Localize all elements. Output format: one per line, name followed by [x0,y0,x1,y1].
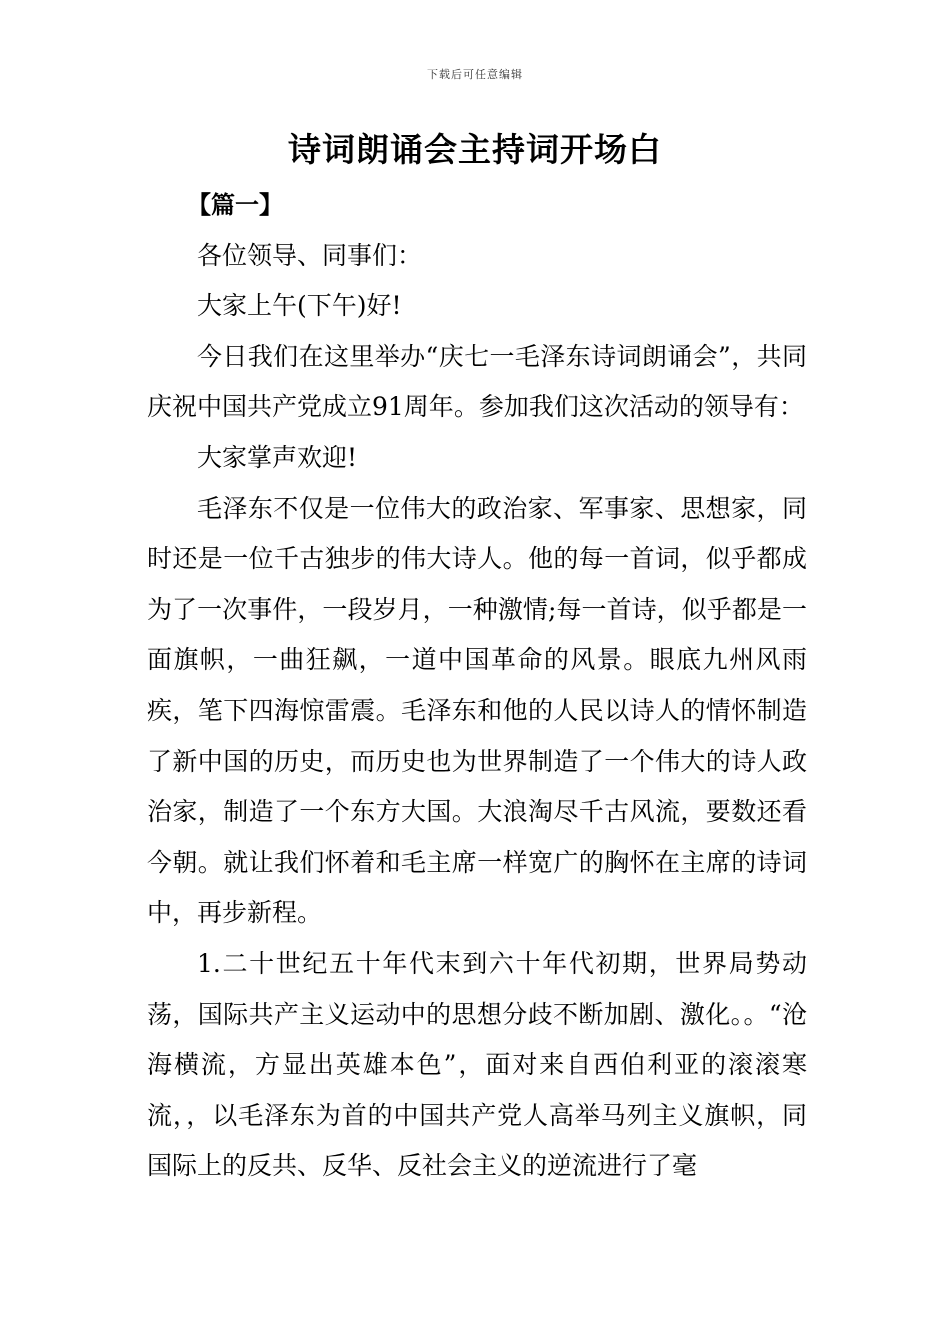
document-body [147,180,807,1192]
paragraph-greeting: 各位领导、同事们： [197,240,423,270]
document-title: 诗词朗诵会主持词开场白 [288,130,662,169]
header-note: 下载后可任意编辑 [427,68,523,81]
paragraph-good-morning: 大家上午(下午)好! [197,291,402,321]
paragraph-event-intro: 今日我们在这里举办“庆七一毛泽东诗词朗诵会”，共同庆祝中国共产党成立91周年。参加我们这次活动的领导有： [147,341,807,422]
paragraph-section-1: 1.二十世纪五十年代末到六十年代初期，世界局势动荡，国际共产主义运动中的思想分歧不断加剧、激化。。“沧海横流，方显出英雄本色”，面对来自西伯利亚的滚滚寒流，，以毛泽东为首的中国共产党人高举马列主义旗帜，同国际上的反共、反华、反社会主义的逆流进行了毫 [147,948,807,1181]
paragraph-mao-poet: 毛泽东不仅是一位伟大的政治家、军事家、思想家，同时还是一位千古独步的伟大诗人。他的每一首词，似乎都成为了一次事件，一段岁月，一种激情;每一首诗，似乎都是一面旗帜，一曲狂飙，一道中国革命的风景。眼底九州风雨疾，笔下四海惊雷震。毛泽东和他的人民以诗人的情怀制造了新中国的历史，而历史也为世界制造了一个伟大的诗人政治家，制造了一个东方大国。大浪淘尽千古风流，要数还看今朝。就让我们怀着和毛主席一样宽广的胸怀在主席的诗词中，再步新程。 [147,493,807,928]
paragraph-applause: 大家掌声欢迎! [197,442,358,472]
section-label: 【篇一】 [187,191,283,219]
